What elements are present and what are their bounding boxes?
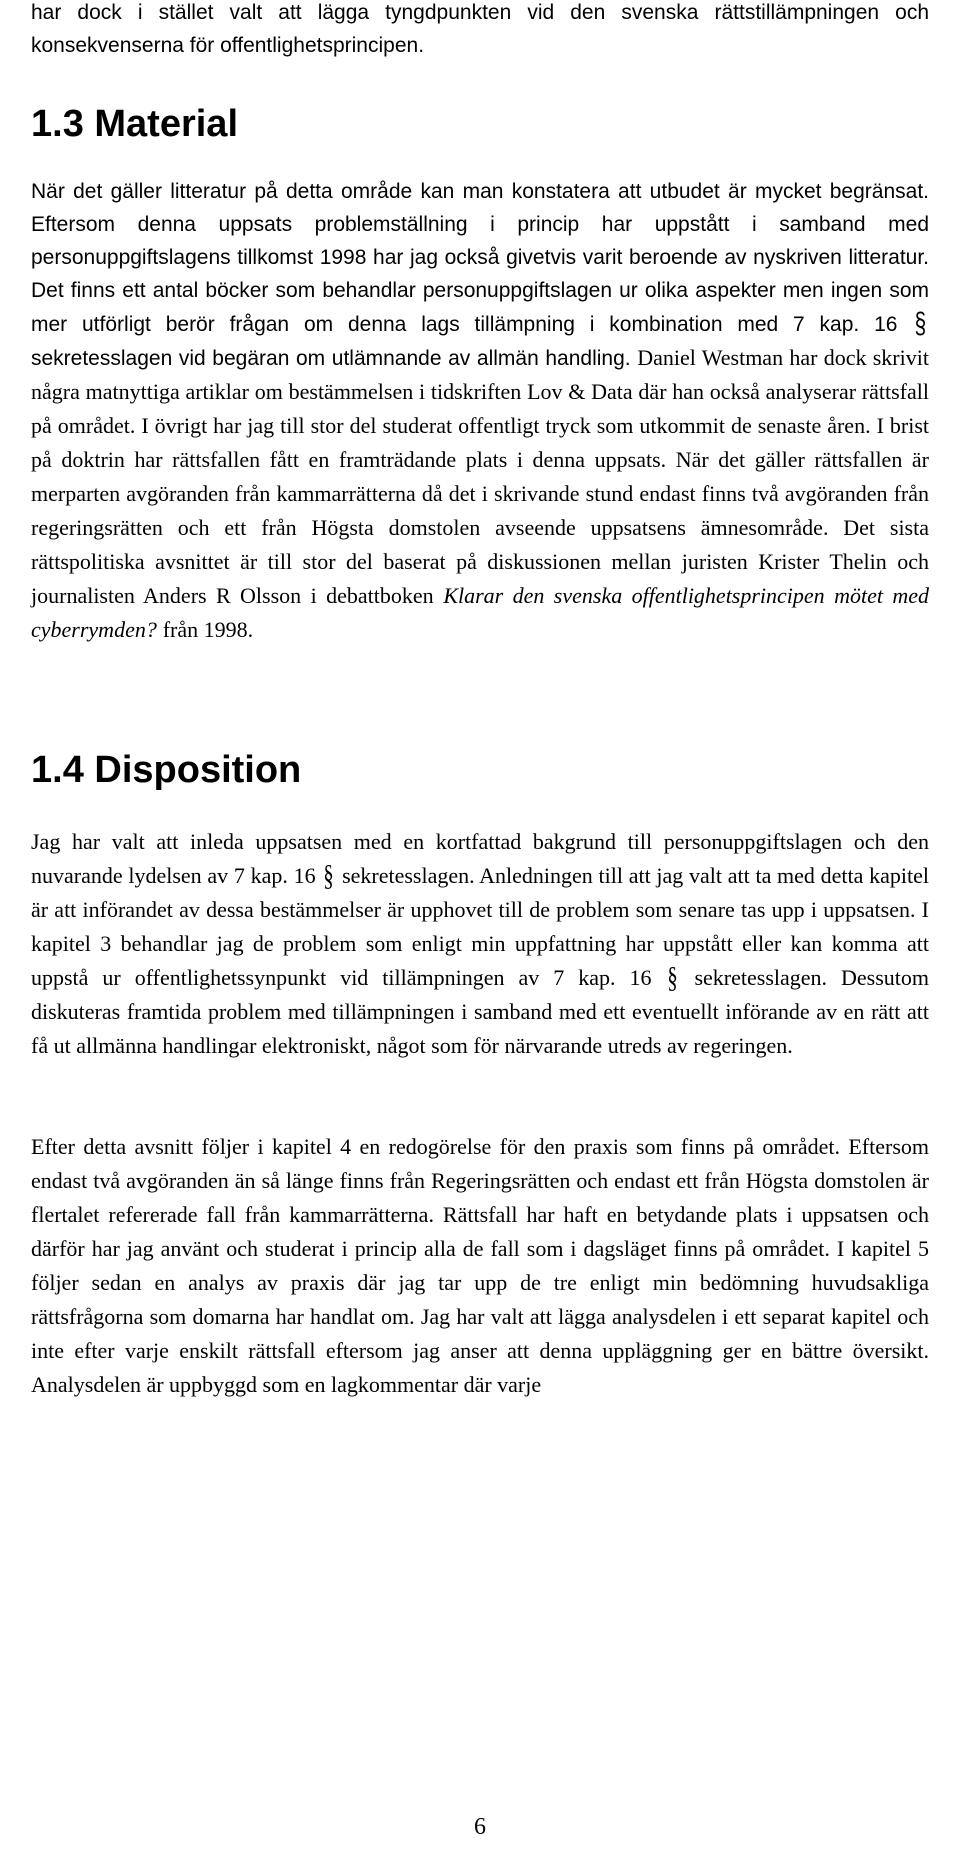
disposition-text-c: sekretesslagen. Dessutom diskuteras framtida problem med tillämpningen i samband med ett eventuellt införande av en rätt att få ut allmänna handlingar elektroniskt, något som för närvarande utreds av regeringen. [31, 965, 930, 1058]
section-heading-disposition: 1.4 Disposition [31, 749, 302, 791]
intro-paragraph: har dock i stället valt att lägga tyngdpunkten vid den svenska rättstillämpningen och konsekvenserna för offentlighetsprincipen. [31, 1, 929, 57]
material-law-rest: sekretesslagen vid begäran om utlämnande av allmän handling. [31, 347, 631, 370]
material-law-number: 16 [874, 313, 898, 336]
section-sign-glyph: § [323, 859, 335, 892]
book-title: Klarar den svenska offentlighetsprincipen mötet med cyberrymden? [31, 583, 929, 642]
disposition-paragraph-1 [31, 825, 929, 1063]
section-sign-glyph: § [667, 961, 679, 994]
material-sentences-2: Daniel Westman har dock skrivit några matnyttiga artiklar om bestämmelsen i tidskriften Lov & Data där han också analyserar rättsfall på området. I övrigt har jag till stor del studerat offentligt tryck som utkommit de senaste åren. I brist på doktrin har rättsfallen fått en framträdande plats i denna uppsats. När det gäller rättsfallen är merparten avgöranden från kammarrätterna då det i skrivande stund endast finns två avgöranden från regeringsrätten och ett från Högsta domstolen avseende uppsatsens ämnesområde. Det sista rättspolitiska avsnittet är till stor del baserat på diskussionen mellan juristen Krister Thelin och journalisten Anders R Olsson i debattboken [31, 345, 929, 608]
material-sentences-3: från 1998. [162, 617, 254, 642]
page-number: 6 [474, 1814, 486, 1840]
disposition-paragraph-2: Efter detta avsnitt följer i kapitel 4 en redogörelse för den praxis som finns på området. Eftersom endast två avgöranden än så länge finns från Regeringsrätten och endast ett från Högsta domstolen är flertalet refererade fall från kammarrätterna. Rättsfall har haft en betydande plats i uppsatsen och därför har jag använt och studerat i princip alla de fall som i dagsläget finns på området. I kapitel 5 följer sedan en analys av praxis där jag tar upp de tre enligt min bedömning huvudsakliga rättsfrågorna som domarna har handlat om. Jag har valt att lägga analysdelen i ett separat kapitel och inte efter varje enskilt rättsfall eftersom jag anser att denna uppläggning ger en bättre översikt. Analysdelen är uppbyggd som en lagkommentar där varje [31, 1134, 929, 1397]
material-paragraph [31, 175, 929, 647]
section-sign-glyph: § [914, 307, 927, 340]
disposition-text-a: Jag har valt att inleda uppsatsen med en kortfattad bakgrund till personuppgiftslagen och den nuvarande lydelsen av 7 kap. 16 [31, 829, 929, 888]
section-heading-material: 1.3 Material [31, 103, 238, 145]
material-sentences-1: När det gäller litteratur på detta område kan man konstatera att utbudet är mycket begränsat. Eftersom denna uppsats problemställning i princip har uppstått i samband med personuppgiftslagens tillkomst 1998 har jag också givetvis varit beroende av nyskriven litteratur. Det finns ett antal böcker som behandlar personuppgiftslagen ur olika aspekter men ingen som mer utförligt berör frågan om denna lags tillämpning i kombination med 7 kap. [31, 180, 929, 336]
disposition-text-b: sekretesslagen. Anledningen till att jag valt att ta med detta kapitel är att införandet av dessa bestämmelser är upphovet till de problem som senare tas upp i uppsatsen. I kapitel 3 behandlar jag de problem som enligt min uppfattning har uppstått eller kan komma att uppstå ur offentlighetssynpunkt vid tillämpningen av 7 kap. 16 [31, 863, 930, 990]
